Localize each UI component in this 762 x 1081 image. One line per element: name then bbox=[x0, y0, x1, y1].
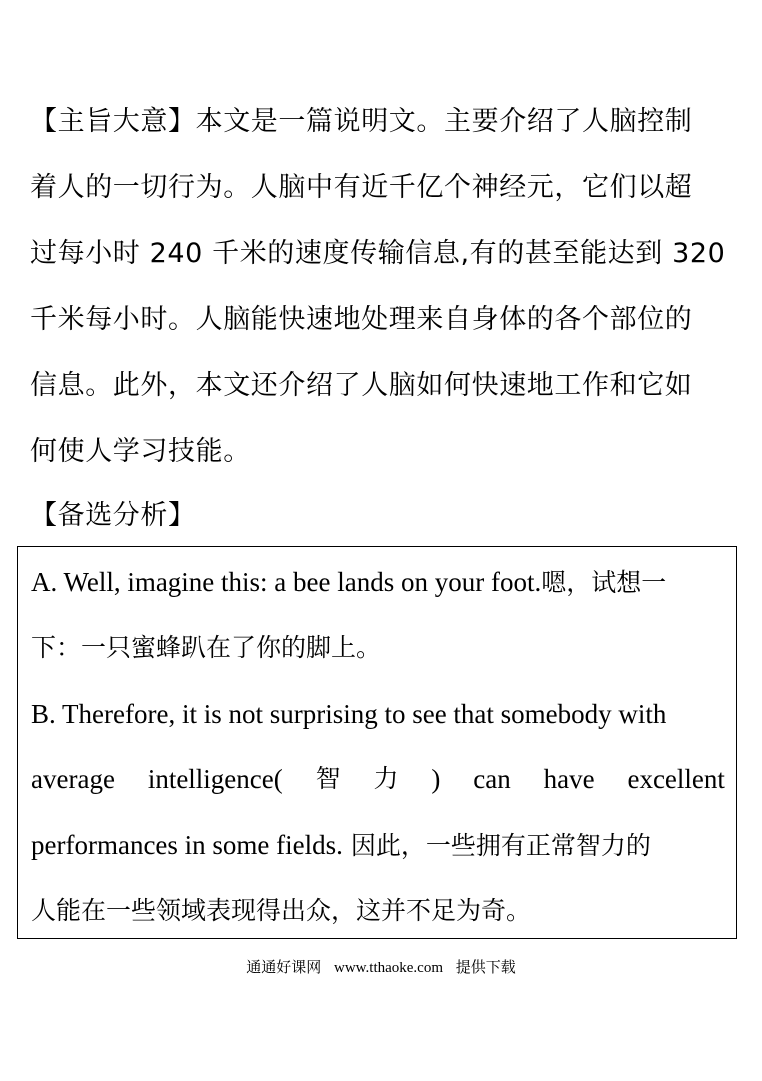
summary-line-5: 信息。此外，本文还介绍了人脑如何快速地工作和它如 bbox=[30, 370, 693, 401]
word: average bbox=[31, 764, 115, 794]
option-b-chinese-start: 因此，一些拥有正常智力的 bbox=[350, 831, 651, 860]
options-box bbox=[17, 546, 737, 939]
footer-url[interactable]: www.tthaoke.com bbox=[334, 960, 443, 976]
word: 智 bbox=[315, 764, 341, 793]
option-a-line-1 bbox=[31, 565, 725, 599]
option-b-line-2 bbox=[31, 762, 725, 796]
word: 力 bbox=[373, 764, 399, 793]
footer-tagline: 提供下载 bbox=[455, 958, 516, 976]
option-a-chinese-start: 嗯，试想一 bbox=[541, 568, 667, 597]
option-b-line-4: 人能在一些领域表现得出众，这并不足为奇。 bbox=[31, 896, 532, 925]
word: excellent bbox=[627, 764, 725, 794]
footer-site-name: 通通好课网 bbox=[246, 958, 322, 976]
summary-line-3: 过每小时 240 千米的速度传输信息,有的甚至能达到 320 bbox=[30, 238, 726, 269]
option-a-line-2: 下：一只蜜蜂趴在了你的脚上。 bbox=[31, 633, 382, 662]
word: ) bbox=[431, 764, 441, 794]
option-b-english-end: performances in some fields. bbox=[31, 830, 343, 860]
word: intelligence( bbox=[147, 764, 283, 794]
summary-line-4: 千米每小时。人脑能快速地处理来自身体的各个部位的 bbox=[30, 304, 693, 335]
summary-line-2: 着人的一切行为。人脑中有近千亿个神经元，它们以超 bbox=[30, 172, 693, 203]
option-b-line-1: B. Therefore, it is not surprising to see that somebody with bbox=[31, 699, 667, 729]
summary-line-6: 何使人学习技能。 bbox=[30, 436, 251, 467]
option-a-english: A. Well, imagine this: a bee lands on your foot. bbox=[31, 567, 542, 597]
section-heading: 【备选分析】 bbox=[30, 500, 196, 531]
word: can bbox=[473, 764, 511, 794]
option-b-line-3 bbox=[31, 828, 725, 862]
word: have bbox=[543, 764, 595, 794]
summary-line-1: 【主旨大意】本文是一篇说明文。主要介绍了人脑控制 bbox=[30, 106, 693, 137]
footer bbox=[0, 956, 762, 979]
